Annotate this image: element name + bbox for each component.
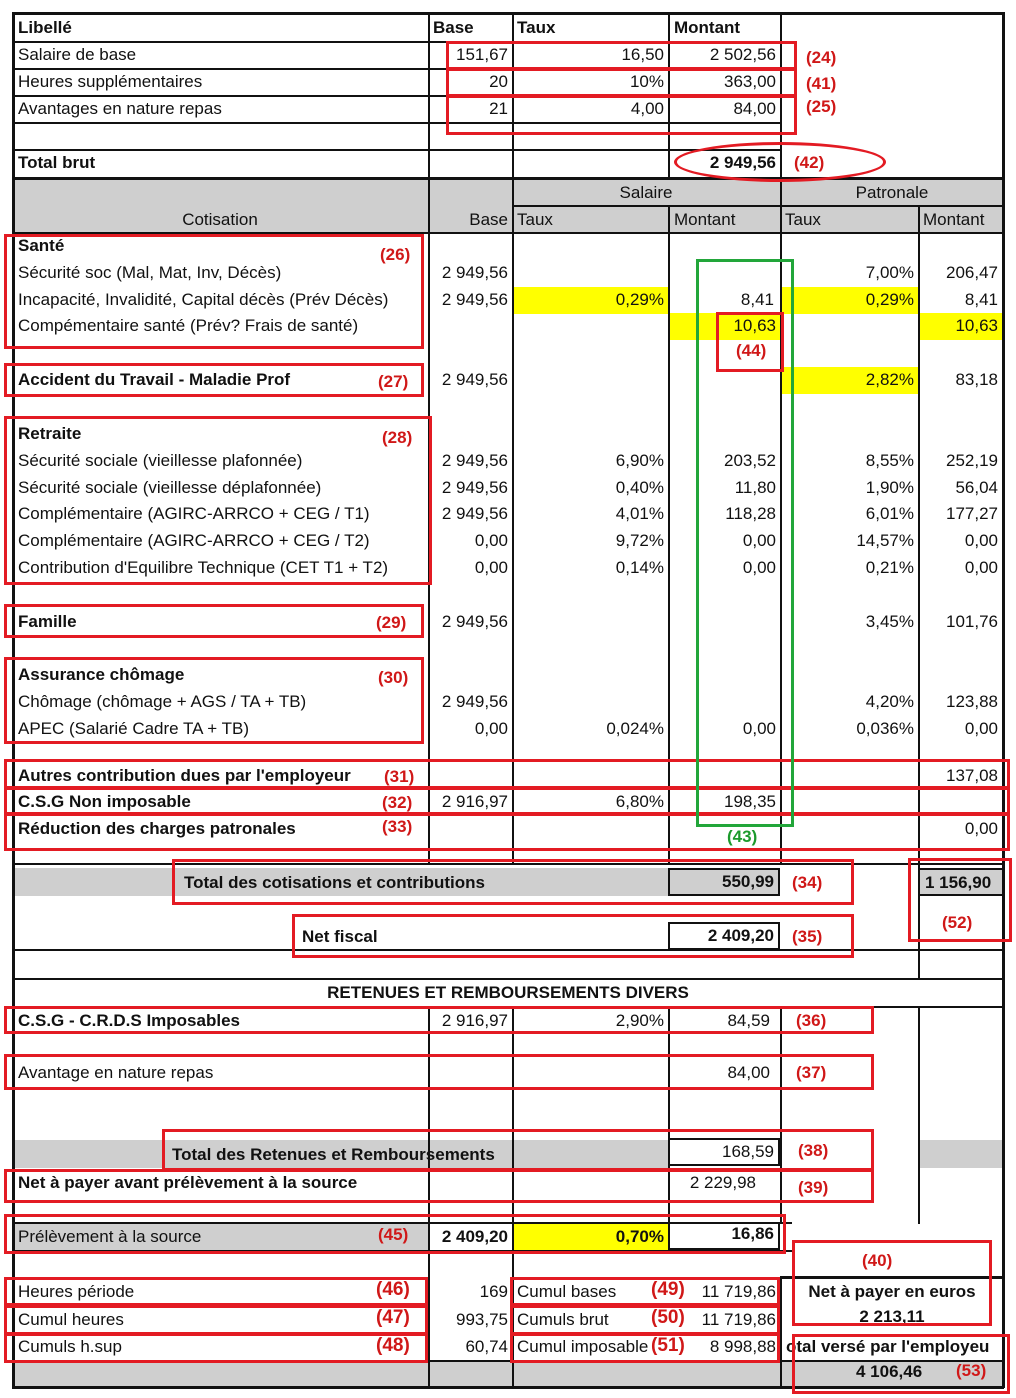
famille-base: 2 949,56 xyxy=(441,612,508,631)
csg-crds-montant: 84,59 xyxy=(727,1011,770,1030)
retraite-row-pm: 0,00 xyxy=(964,558,998,577)
sante-row-label: Sécurité soc (Mal, Mat, Inv, Décès) xyxy=(18,263,282,282)
net-payer-label: Net à payer en euros xyxy=(808,1282,976,1301)
retraite-row-pm: 0,00 xyxy=(964,531,998,550)
retraite-row-pt: 0,21% xyxy=(865,558,914,577)
annotation-52: (52) xyxy=(942,913,973,932)
retenues-title: RETENUES ET REMBOURSEMENTS DIVERS xyxy=(327,983,689,1002)
accident-pm: 83,18 xyxy=(955,370,998,389)
bottom-value2: 11 719,86 xyxy=(701,1282,776,1301)
total-brut-value: 2 949,56 xyxy=(709,153,776,172)
header-cot-base: Base xyxy=(469,210,508,229)
header-libelle: Libellé xyxy=(18,18,72,37)
sante-title: Santé xyxy=(18,236,65,255)
annotation-34: (34) xyxy=(792,873,823,892)
prelevement-base: 2 409,20 xyxy=(441,1227,508,1246)
avantage-montant: 84,00 xyxy=(727,1063,770,1082)
annotation-37: (37) xyxy=(796,1063,827,1082)
annotation-39: (39) xyxy=(798,1178,829,1197)
total-retenues-value: 168,59 xyxy=(722,1142,774,1161)
annotation-32: (32) xyxy=(382,793,413,812)
annotation-47: (47) xyxy=(376,1307,410,1328)
reduction-pm: 0,00 xyxy=(964,819,998,838)
sante-row-label: Incapacité, Invalidité, Capital décès (Prév Décès) xyxy=(18,290,389,309)
bottom-value2: 11 719,86 xyxy=(701,1310,776,1329)
csg-crds-label: C.S.G - C.R.D.S Imposables xyxy=(18,1011,240,1030)
chomage-row-label: APEC (Salarié Cadre TA + TB) xyxy=(18,719,250,738)
net-avant-value: 2 229,98 xyxy=(689,1173,756,1192)
header-salaire: Salaire xyxy=(619,183,673,202)
total-verse-value: 4 106,46 xyxy=(856,1362,923,1381)
retraite-row-label: Sécurité sociale (vieillesse plafonnée) xyxy=(18,451,303,470)
bottom-value: 60,74 xyxy=(465,1337,508,1356)
row-label: Heures supplémentaires xyxy=(18,72,203,91)
accident-base: 2 949,56 xyxy=(441,370,508,389)
retraite-row-sm: 203,52 xyxy=(724,451,776,470)
retraite-row-base: 0,00 xyxy=(474,558,508,577)
accident-label: Accident du Travail - Maladie Prof xyxy=(18,370,291,389)
retraite-row-sm: 11,80 xyxy=(734,478,776,497)
row-label: Avantages en nature repas xyxy=(18,99,222,118)
retraite-row-st: 4,01% xyxy=(615,504,664,523)
retraite-row-label: Sécurité sociale (vieillesse déplafonnée) xyxy=(18,478,322,497)
chomage-row-pm: 0,00 xyxy=(964,719,998,738)
bottom-label2: Cumul imposable xyxy=(517,1337,649,1356)
row-label: Salaire de base xyxy=(18,45,137,64)
row-montant: 363,00 xyxy=(724,72,776,91)
retraite-row-base: 2 949,56 xyxy=(441,478,508,497)
annotation-36: (36) xyxy=(796,1011,827,1030)
total-retenues-label: Total des Retenues et Remboursements xyxy=(172,1145,495,1164)
annotation-53: (53) xyxy=(956,1361,987,1380)
row-montant: 84,00 xyxy=(733,99,776,118)
accident-pt: 2,82% xyxy=(865,370,914,389)
sante-row-label: Compémentaire santé (Prév? Frais de santé) xyxy=(18,316,359,335)
famille-label: Famille xyxy=(18,612,77,631)
chomage-title: Assurance chômage xyxy=(18,665,185,684)
annotation-33: (33) xyxy=(382,817,413,836)
annotation-26: (26) xyxy=(380,245,411,264)
retraite-row-base: 2 949,56 xyxy=(441,504,508,523)
annotation-25: (25) xyxy=(806,97,837,116)
row-taux: 16,50 xyxy=(621,45,664,64)
chomage-row-pt: 0,036% xyxy=(856,719,914,738)
retraite-row-pm: 56,04 xyxy=(955,478,998,497)
retraite-row-label: Complémentaire (AGIRC-ARRCO + CEG / T2) xyxy=(18,531,370,550)
retraite-row-st: 9,72% xyxy=(615,531,664,550)
chomage-row-label: Chômage (chômage + AGS / TA + TB) xyxy=(18,692,307,711)
sante-row-pt: 7,00% xyxy=(865,263,914,282)
header-pat-montant: Montant xyxy=(923,210,985,229)
annotation-46: (46) xyxy=(376,1279,410,1300)
total-patronale-value: 1 156,90 xyxy=(925,873,992,892)
row-taux: 4,00 xyxy=(630,99,664,118)
csg-st: 6,80% xyxy=(615,792,664,811)
retraite-row-pm: 252,19 xyxy=(946,451,998,470)
total-cotisations-value: 550,99 xyxy=(722,872,774,891)
autres-pm: 137,08 xyxy=(946,766,998,785)
bottom-label2: Cumul bases xyxy=(517,1282,617,1301)
row-base: 21 xyxy=(489,99,508,118)
prelevement-taux: 0,70% xyxy=(615,1227,664,1246)
bottom-value2: 8 998,88 xyxy=(709,1337,776,1356)
total-brut-label: Total brut xyxy=(18,153,96,172)
bottom-value: 993,75 xyxy=(456,1310,508,1329)
sante-row-sm: 10,63 xyxy=(733,316,776,335)
bottom-label: Cumul heures xyxy=(18,1310,124,1329)
annotation-28: (28) xyxy=(382,428,413,447)
prelevement-label: Prélèvement à la source xyxy=(18,1227,202,1246)
retraite-row-st: 0,14% xyxy=(615,558,664,577)
chomage-row-pt: 4,20% xyxy=(865,692,914,711)
row-montant: 2 502,56 xyxy=(709,45,776,64)
chomage-row-base: 2 949,56 xyxy=(441,692,508,711)
annotation-29: (29) xyxy=(376,613,407,632)
bottom-value: 169 xyxy=(479,1282,508,1301)
retraite-row-pm: 177,27 xyxy=(946,504,998,523)
header-sal-taux: Taux xyxy=(517,210,553,229)
row-base: 151,67 xyxy=(456,45,508,64)
famille-pt: 3,45% xyxy=(865,612,914,631)
sante-row-pm: 8,41 xyxy=(964,290,998,309)
retraite-row-base: 0,00 xyxy=(474,531,508,550)
annotation-41: (41) xyxy=(806,74,837,93)
retraite-title: Retraite xyxy=(18,424,82,443)
bottom-label: Cumuls h.sup xyxy=(18,1337,122,1356)
annotation-44: (44) xyxy=(736,341,767,360)
csg-crds-taux: 2,90% xyxy=(615,1011,664,1030)
annotation-30: (30) xyxy=(378,668,409,687)
header-montant: Montant xyxy=(674,18,741,37)
sante-row-pt: 0,29% xyxy=(865,290,914,309)
net-avant-label: Net à payer avant prélèvement à la source xyxy=(18,1173,358,1192)
annotation-43: (43) xyxy=(727,827,758,846)
retraite-row-sm: 0,00 xyxy=(742,558,776,577)
annotation-27: (27) xyxy=(378,372,409,391)
total-verse-label: otal versé par l'employeu xyxy=(786,1337,990,1356)
reduction-label: Réduction des charges patronales xyxy=(18,819,296,838)
header-sal-montant: Montant xyxy=(674,210,736,229)
csg-base: 2 916,97 xyxy=(441,792,508,811)
chomage-row-pm: 123,88 xyxy=(946,692,998,711)
famille-pm: 101,76 xyxy=(946,612,998,631)
annotation-50: (50) xyxy=(651,1307,685,1328)
bottom-label: Heures période xyxy=(18,1282,135,1301)
chomage-row-st: 0,024% xyxy=(606,719,664,738)
autres-label: Autres contribution dues par l'employeur xyxy=(18,766,351,785)
retraite-row-pt: 8,55% xyxy=(865,451,914,470)
sante-row-base: 2 949,56 xyxy=(441,290,508,309)
annotation-51: (51) xyxy=(651,1335,685,1356)
retraite-row-st: 0,40% xyxy=(615,478,664,497)
chomage-row-base: 0,00 xyxy=(474,719,508,738)
header-pat-taux: Taux xyxy=(785,210,821,229)
row-taux: 10% xyxy=(629,72,664,91)
annotation-35: (35) xyxy=(792,927,823,946)
sante-row-base: 2 949,56 xyxy=(441,263,508,282)
row-base: 20 xyxy=(489,72,508,91)
sante-row-st: 0,29% xyxy=(615,290,664,309)
retraite-row-pt: 14,57% xyxy=(856,531,914,550)
annotation-42: (42) xyxy=(794,153,825,172)
sante-row-pm: 206,47 xyxy=(946,263,998,282)
csg-label: C.S.G Non imposable xyxy=(18,792,191,811)
retraite-row-label: Complémentaire (AGIRC-ARRCO + CEG / T1) xyxy=(18,504,370,523)
retraite-row-pt: 1,90% xyxy=(865,478,914,497)
annotation-24: (24) xyxy=(806,48,837,67)
retraite-row-pt: 6,01% xyxy=(865,504,914,523)
retraite-row-base: 2 949,56 xyxy=(441,451,508,470)
annotation-38: (38) xyxy=(798,1141,829,1160)
sante-row-pm: 10,63 xyxy=(955,316,998,335)
total-cotisations-label: Total des cotisations et contributions xyxy=(184,873,485,892)
bottom-label2: Cumuls brut xyxy=(517,1310,609,1329)
header-base: Base xyxy=(433,18,474,37)
annotation-48: (48) xyxy=(376,1335,410,1356)
retraite-row-sm: 0,00 xyxy=(742,531,776,550)
header-cotisation: Cotisation xyxy=(182,210,258,229)
retraite-row-sm: 118,28 xyxy=(725,504,776,523)
header-patronale: Patronale xyxy=(855,183,929,202)
avantage-label: Avantage en nature repas xyxy=(18,1063,214,1082)
header-taux: Taux xyxy=(517,18,556,37)
net-fiscal-label: Net fiscal xyxy=(302,927,378,946)
annotation-45: (45) xyxy=(378,1225,409,1244)
retraite-row-st: 6,90% xyxy=(615,451,664,470)
annotation-31: (31) xyxy=(384,767,415,786)
annotation-49: (49) xyxy=(651,1279,685,1300)
csg-crds-base: 2 916,97 xyxy=(441,1011,508,1030)
net-fiscal-value: 2 409,20 xyxy=(707,926,774,945)
chomage-row-sm: 0,00 xyxy=(742,719,776,738)
sante-row-sm: 8,41 xyxy=(740,290,774,309)
csg-sm: 198,35 xyxy=(724,792,776,811)
net-payer-value: 2 213,11 xyxy=(859,1307,925,1326)
annotation-40: (40) xyxy=(862,1251,893,1270)
retraite-row-label: Contribution d'Equilibre Technique (CET T1 + T2) xyxy=(18,558,389,577)
prelevement-montant: 16,86 xyxy=(731,1224,774,1243)
